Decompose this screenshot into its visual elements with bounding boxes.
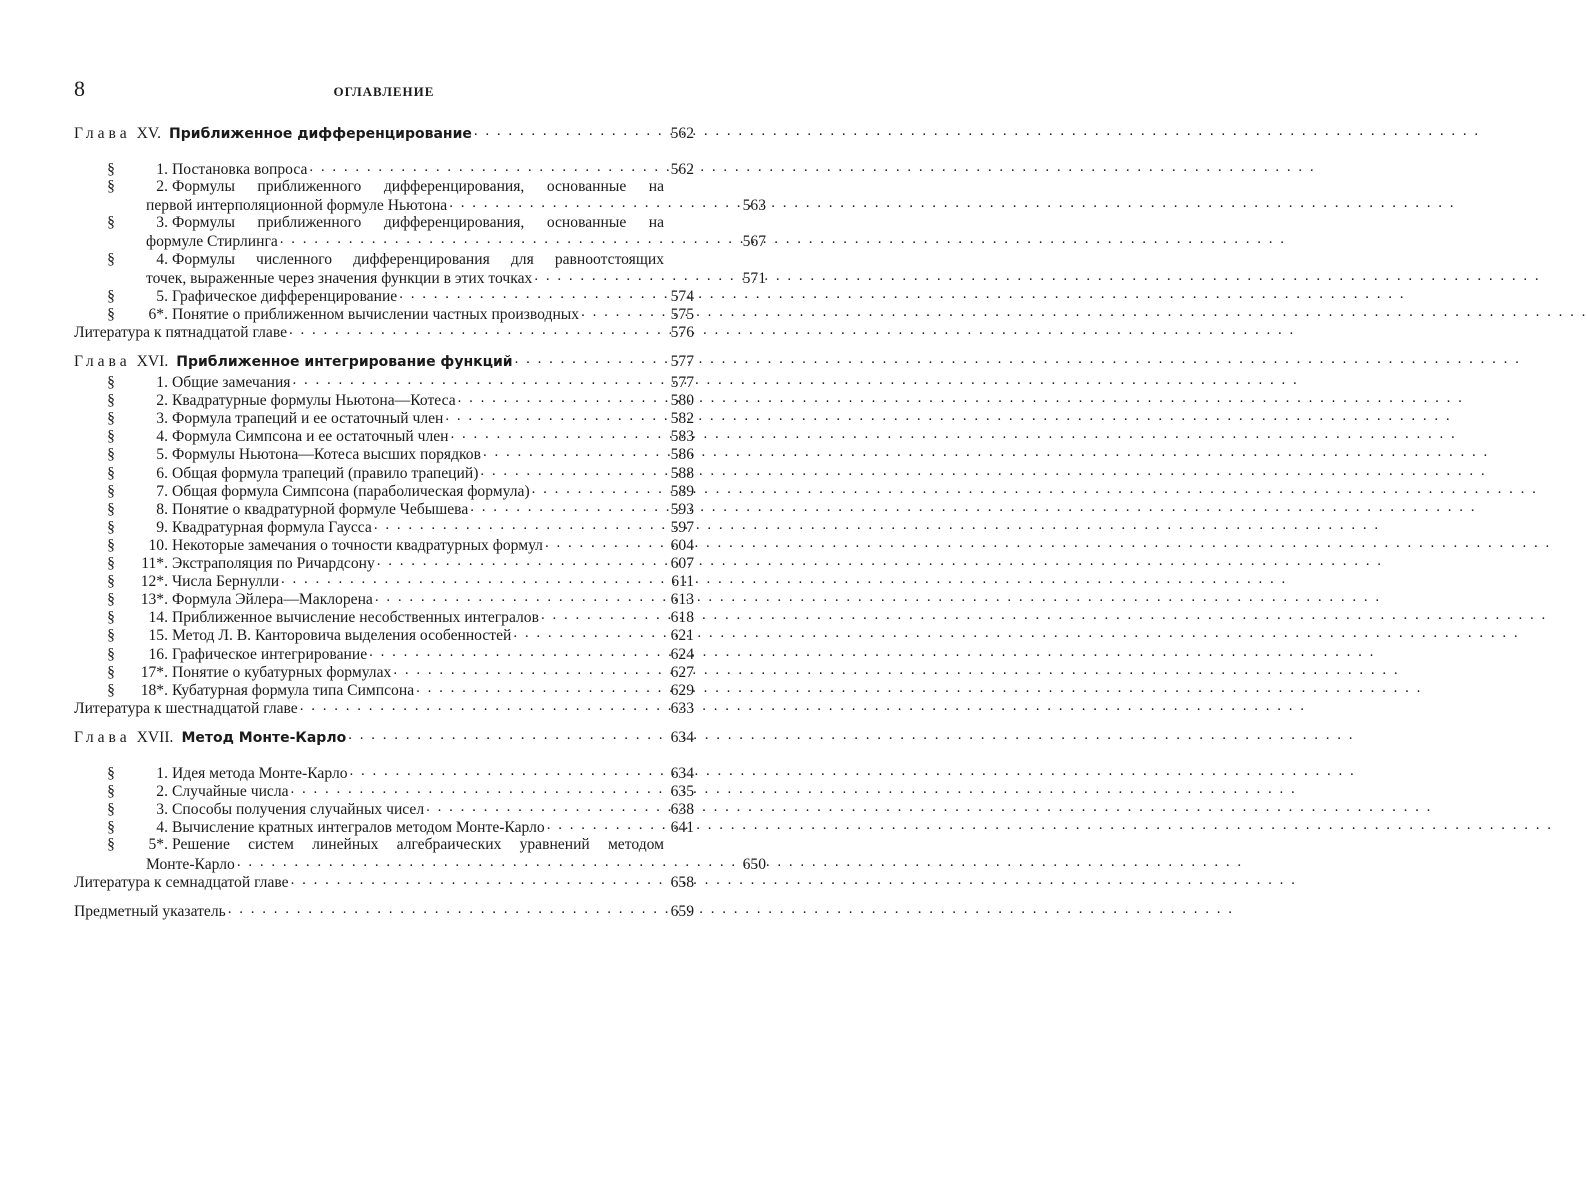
section-mark: § [107,609,115,627]
section-number: 12*. [140,573,168,591]
dot-leader [377,554,666,568]
dot-leader [513,626,666,640]
toc-literature-entry[interactable] [74,699,694,717]
chapter-roman-numeral: XVI. [136,353,169,370]
section-page-number: 582 [670,410,694,428]
dot-leader [458,391,666,405]
section-mark: § [107,765,115,782]
section-mark: § [107,518,115,536]
section-mark: § [107,645,115,663]
section-page-number: 618 [670,609,694,627]
section-mark: § [107,161,115,178]
toc-section-entry[interactable] [74,232,766,250]
section-mark: § [107,410,115,428]
chapter-page-number: 577 [670,353,694,370]
literature-title: Литература к шестнадцатой главе [74,699,298,717]
section-mark: § [107,374,115,391]
section-mark: § [107,392,115,410]
chapter-title: Метод Монте-Карло [181,730,347,746]
dot-leader [237,855,738,869]
dot-leader [534,269,738,283]
section-mark: § [107,428,115,446]
literature-page-number: 576 [670,323,694,341]
dot-leader [474,124,666,138]
section-page-number: 634 [670,765,694,782]
section-page-number: 650 [742,855,766,873]
literature-title: Литература к семнадцатой главе [74,873,289,891]
dot-leader [280,232,738,246]
dot-leader [289,323,666,337]
section-title: Понятие о кубатурных формулах [172,663,392,681]
section-title: Формулы Ньютона—Котеса высших порядков [172,446,481,464]
section-number: 15. [148,627,168,645]
section-page-number: 567 [742,233,766,251]
section-number: 16. [148,645,168,663]
section-page-number: 586 [670,446,694,464]
section-number: 3. [156,214,168,232]
dot-leader [291,782,666,796]
section-title: Вычисление кратных интегралов методом Монте-Карло [172,819,545,837]
dot-leader [445,409,666,423]
dot-leader [532,482,666,496]
toc-literature-entry[interactable] [74,323,694,341]
section-number: 11*. [141,555,168,572]
section-number: 13*. [140,591,168,609]
section-number: 14. [148,609,168,627]
dot-leader [541,608,666,622]
section-number: 5. [156,446,168,464]
dot-leader [449,196,738,210]
section-page-number: 611 [671,573,694,591]
section-page-number: 580 [670,392,694,410]
section-title: Квадратурная формула Гаусса [172,518,372,536]
index-page-number: 659 [670,903,694,920]
section-title: Постановка вопроса [172,161,308,178]
index-title: Предметный указатель [74,903,226,920]
literature-page-number: 658 [670,873,694,891]
section-number: 10. [148,536,168,554]
section-number: 4. [156,250,168,268]
section-number: 2. [156,783,168,801]
literature-page-number: 633 [670,699,694,717]
section-page-number: 577 [670,374,694,391]
section-title: Понятие о квадратурной формуле Чебышева [172,500,469,518]
section-title: Формула трапеций и ее остаточный член [172,410,444,428]
section-title: Приближенное вычисление несобственных интегралов [172,609,539,627]
dot-leader [581,305,666,319]
section-page-number: 583 [670,428,694,446]
dot-leader [393,663,666,677]
section-number: 8. [156,500,168,518]
chapter-label: Глава [74,125,131,142]
section-number: 9. [156,518,168,536]
section-mark: § [107,464,115,482]
section-mark: § [107,801,115,819]
section-title: Общая формула Симпсона (параболическая формула) [172,482,530,500]
section-title: Формула Симпсона и ее остаточный член [172,428,449,446]
toc-page [0,0,766,1182]
section-page-number: 621 [670,627,694,645]
section-page-number: 641 [670,819,694,837]
section-mark: § [107,681,115,699]
toc-chapter-entry[interactable] [74,728,694,746]
section-title: Графическое интегрирование [172,645,368,663]
dot-leader [547,818,666,832]
section-number: 1. [156,161,168,178]
dot-leader [369,645,666,659]
chapter-label: Глава [74,353,131,370]
dot-leader [309,160,666,174]
dot-leader [451,427,666,441]
section-page-number: 593 [670,500,694,518]
section-title: Решение систем линейных алгебраических уравнений методом [172,836,664,854]
section-title: Формулы приближенного дифференцирования, основанные на [172,214,664,232]
toc-chapter-entry[interactable] [74,124,694,142]
dot-leader [292,373,666,387]
dot-leader [426,800,666,814]
dot-leader [300,699,666,713]
section-mark: § [107,627,115,645]
section-page-number: 563 [742,197,766,215]
section-mark: § [107,287,115,305]
section-title: Идея метода Монте-Карло [172,765,348,782]
section-number: 17*. [140,663,168,681]
section-title: Некоторые замечания о точности квадратурных формул [172,536,543,554]
section-title: Общая формула трапеций (правило трапеций) [172,464,479,482]
section-page-number: 627 [670,663,694,681]
chapter-roman-numeral: XVII. [136,729,174,746]
section-mark: § [107,305,115,323]
section-number: 18*. [140,681,168,699]
section-number: 3. [156,410,168,428]
page-header [74,76,694,106]
chapter-roman-numeral: XV. [136,125,162,142]
dot-leader [399,287,666,301]
section-number: 5*. [148,836,168,854]
section-page-number: 638 [670,801,694,819]
page-number: 8 [74,76,85,101]
section-mark: § [107,500,115,518]
dot-leader [375,590,666,604]
section-number: 2. [156,392,168,410]
section-page-number: 589 [670,482,694,500]
toc-index-entry[interactable] [74,902,694,920]
section-title: Формулы приближенного дифференцирования, основанные на [172,178,664,196]
section-mark: § [107,178,115,196]
section-mark: § [107,783,115,801]
section-title: Числа Бернулли [172,573,280,591]
section-number: 1. [156,374,168,391]
section-title: Общие замечания [172,374,291,391]
section-number: 6. [156,464,168,482]
section-title: Метод Л. В. Канторовича выделения особенностей [172,627,512,645]
section-mark: § [107,536,115,554]
dot-leader [483,445,666,459]
chapter-title: Приближенное дифференцирование [169,126,472,142]
dot-leader [348,728,666,742]
section-number: 4. [156,819,168,837]
section-page-number: 607 [670,555,694,572]
toc-section-entry[interactable] [74,818,694,836]
dot-leader [350,764,666,778]
section-title: точек, выраженные через значения функции в этих точках [146,269,533,287]
section-mark: § [107,482,115,500]
section-title: Квадратурные формулы Ньютона—Котеса [172,392,456,410]
section-page-number: 613 [670,591,694,609]
section-page-number: 571 [742,269,766,287]
section-page-number: 604 [670,536,694,554]
section-mark: § [107,250,115,268]
section-mark: § [107,573,115,591]
section-page-number: 624 [670,645,694,663]
section-mark: § [107,836,115,854]
section-page-number: 562 [670,161,694,178]
section-page-number: 575 [670,305,694,323]
dot-leader [515,352,666,366]
toc-literature-entry[interactable] [74,873,694,891]
dot-leader [374,518,666,532]
dot-leader [470,500,666,514]
section-number: 7. [156,482,168,500]
section-mark: § [107,819,115,837]
section-mark: § [107,446,115,464]
section-number: 1. [156,765,168,782]
section-number: 4. [156,428,168,446]
section-number: 6*. [148,305,168,323]
literature-title: Литература к пятнадцатой главе [74,323,288,341]
chapter-page-number: 562 [670,125,694,142]
section-title: Способы получения случайных чисел [172,801,425,819]
dot-leader [281,572,666,586]
chapter-page-number: 634 [670,729,694,746]
section-page-number: 574 [670,287,694,305]
dot-leader [291,873,666,887]
section-mark: § [107,555,115,572]
toc-section-entry[interactable] [74,196,766,214]
section-number: 5. [156,287,168,305]
section-title: формуле Стирлинга [146,233,278,251]
section-title: Графическое дифференцирование [172,287,398,305]
dot-leader [416,681,666,695]
section-mark: § [107,214,115,232]
section-title: Монте-Карло [146,855,235,873]
toc-section-entry[interactable] [74,160,694,178]
chapter-label: Глава [74,729,131,746]
section-title: Случайные числа [172,783,289,801]
dot-leader [480,464,666,478]
section-page-number: 635 [670,783,694,801]
page-title: ОГЛАВЛЕНИЕ [333,84,435,99]
section-title: Формулы численного дифференцирования для равноотстоящих [172,250,664,268]
section-title: первой интерполяционной формуле Ньютона [146,197,448,215]
section-number: 2. [156,178,168,196]
toc-chapter-entry[interactable] [74,352,694,370]
section-title: Формула Эйлера—Маклорена [172,591,373,609]
dot-leader [228,902,666,916]
section-title: Кубатурная формула типа Симпсона [172,681,415,699]
section-mark: § [107,591,115,609]
chapter-title: Приближенное интегрирование функций [176,354,513,370]
section-mark: § [107,663,115,681]
section-page-number: 597 [670,518,694,536]
dot-leader [545,536,666,550]
section-title: Экстраполяция по Ричардсону [172,555,375,572]
section-number: 3. [156,801,168,819]
section-page-number: 629 [670,681,694,699]
section-page-number: 588 [670,464,694,482]
section-title: Понятие о приближенном вычислении частных производных [172,305,580,323]
